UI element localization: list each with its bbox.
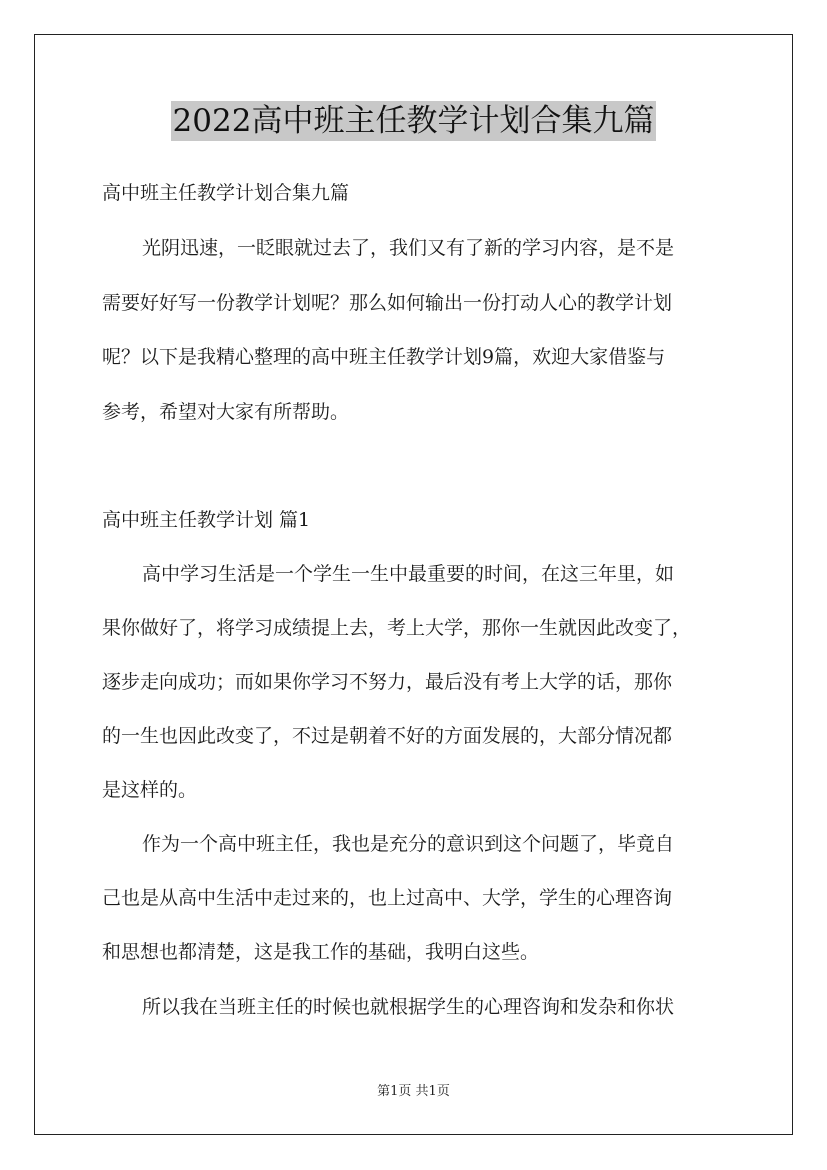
- intro-line: 光阴迅速，一眨眼就过去了，我们又有了新的学习内容，是不是: [142, 237, 675, 259]
- intro-line: 呢？以下是我精心整理的高中班主任教学计划9篇，欢迎大家借鉴与: [102, 346, 666, 368]
- paragraph-line: 高中学习生活是一个学生一生中最重要的时间，在这三年里，如: [142, 563, 675, 585]
- paragraph-line: 所以我在当班主任的时候也就根据学生的心理咨询和发杂和你状: [142, 996, 675, 1018]
- paragraph-line: 果你做好了，将学习成绩提上去，考上大学，那你一生就因此改变了，: [102, 617, 692, 639]
- title-container: [0, 101, 827, 141]
- paragraph-line: 逐步走向成功；而如果你学习不努力，最后没有考上大学的话，那你: [102, 671, 673, 693]
- paragraph-line: 是这样的。: [102, 779, 198, 801]
- section-heading: 高中班主任教学计划 篇1: [102, 509, 311, 531]
- intro-line: 参考，希望对大家有所帮助。: [102, 401, 350, 423]
- intro-line: 需要好好写一份教学计划呢？那么如何输出一份打动人心的教学计划: [102, 292, 673, 314]
- paragraph-line: 己也是从高中生活中走过来的，也上过高中、大学，学生的心理咨询: [102, 887, 673, 909]
- paragraph-line: 作为一个高中班主任，我也是充分的意识到这个问题了，毕竟自: [142, 833, 675, 855]
- page-footer: 第1页 共1页: [377, 1084, 450, 1099]
- paragraph-line: 和思想也都清楚，这是我工作的基础，我明白这些。: [102, 941, 540, 963]
- document-subtitle: 高中班主任教学计划合集九篇: [102, 182, 350, 204]
- document-title: 2022高中班主任教学计划合集九篇: [172, 103, 655, 139]
- paragraph-line: 的一生也因此改变了，不过是朝着不好的方面发展的，大部分情况都: [102, 725, 673, 747]
